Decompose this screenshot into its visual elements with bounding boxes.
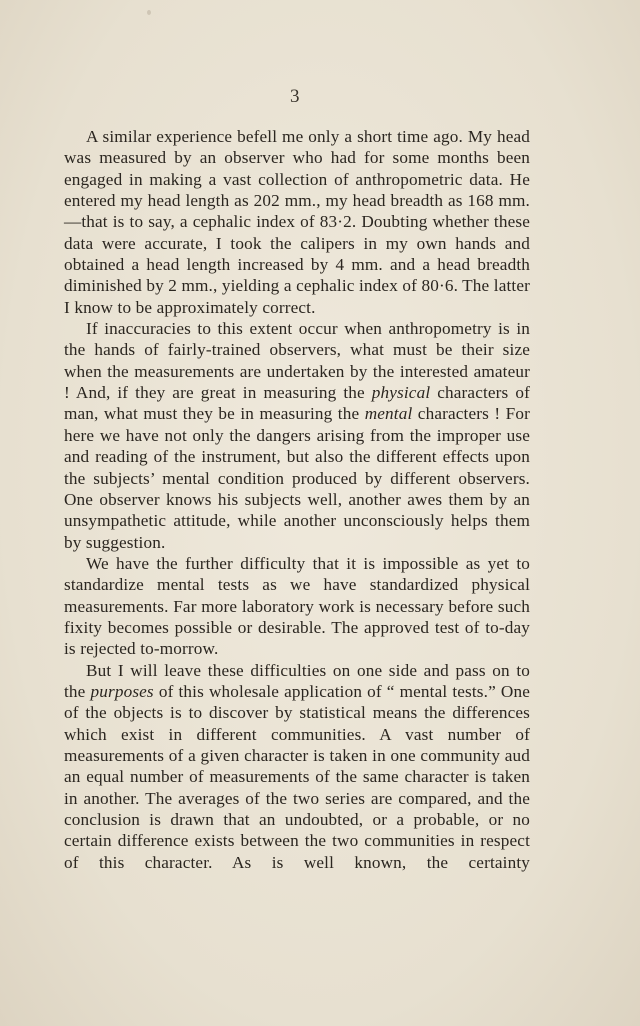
- body-text: [64, 126, 530, 873]
- text-run: A similar experience befell me only a short time ago. My head was measured by an observer who had for some months been engaged in making a vast collection of anthropometric data. He entered my head length as 202 mm., my head breadth as 168 mm.—that is to say, a cephalic index of 83·2. Doubting whether these data were accurate, I took the calipers in my own hands and obtained a head length increased by 4 mm. and a head breadth diminished by 2 mm., yielding a cephalic index of 80·6. The latter I know to be approximately correct.: [64, 127, 530, 317]
- text-run: of this wholesale application of “ mental tests.” One of the objects is to discover by statistical means the differences which exist in different communities. A vast number of measurements of a given character is taken in one community aud an equal number of measurements of the same character is taken in another. The averages of the two series are compared, and the conclusion is drawn that an undoubted, or a probable, or no certain difference exists between the two communities in respect of this character. As is well known, the certainty: [64, 681, 530, 872]
- italic-word: purposes: [90, 681, 154, 701]
- text-run: We have the further difficulty that it is impossible as yet to standardize mental tests as we have standardized physical measurements. Far more laboratory work is necessary before such fixity becomes possible or desirable. The approved test of to-day is rejected to-morrow.: [64, 553, 530, 659]
- text-run: characters of man, what must they be in measuring the: [64, 383, 530, 424]
- italic-word: mental: [364, 404, 413, 424]
- paragraph: [64, 126, 530, 318]
- paragraph: [64, 553, 530, 660]
- text-run: But I will leave these difficulties on one side and pass on to the: [64, 660, 530, 701]
- text-run: If inaccuracies to this extent occur when anthropometry is in the hands of fairly-trained observers, what must be their size when the measurements are undertaken by the interested amateur ! And, if they are great in measuring the: [64, 319, 530, 403]
- paragraph: [64, 318, 530, 553]
- page-number: 3: [290, 86, 300, 107]
- paragraph: [64, 660, 530, 873]
- text-run: characters ! For here we have not only the dangers arising from the improper use and reading of the instrument, but also the different effects upon the subjects’ mental condition produced by different observers. One observer knows his subjects well, another awes them by an unsympathetic attitude, while another unconsciously helps them by suggestion.: [64, 404, 530, 552]
- italic-word: physical: [371, 383, 431, 403]
- paper-stain: [147, 10, 151, 15]
